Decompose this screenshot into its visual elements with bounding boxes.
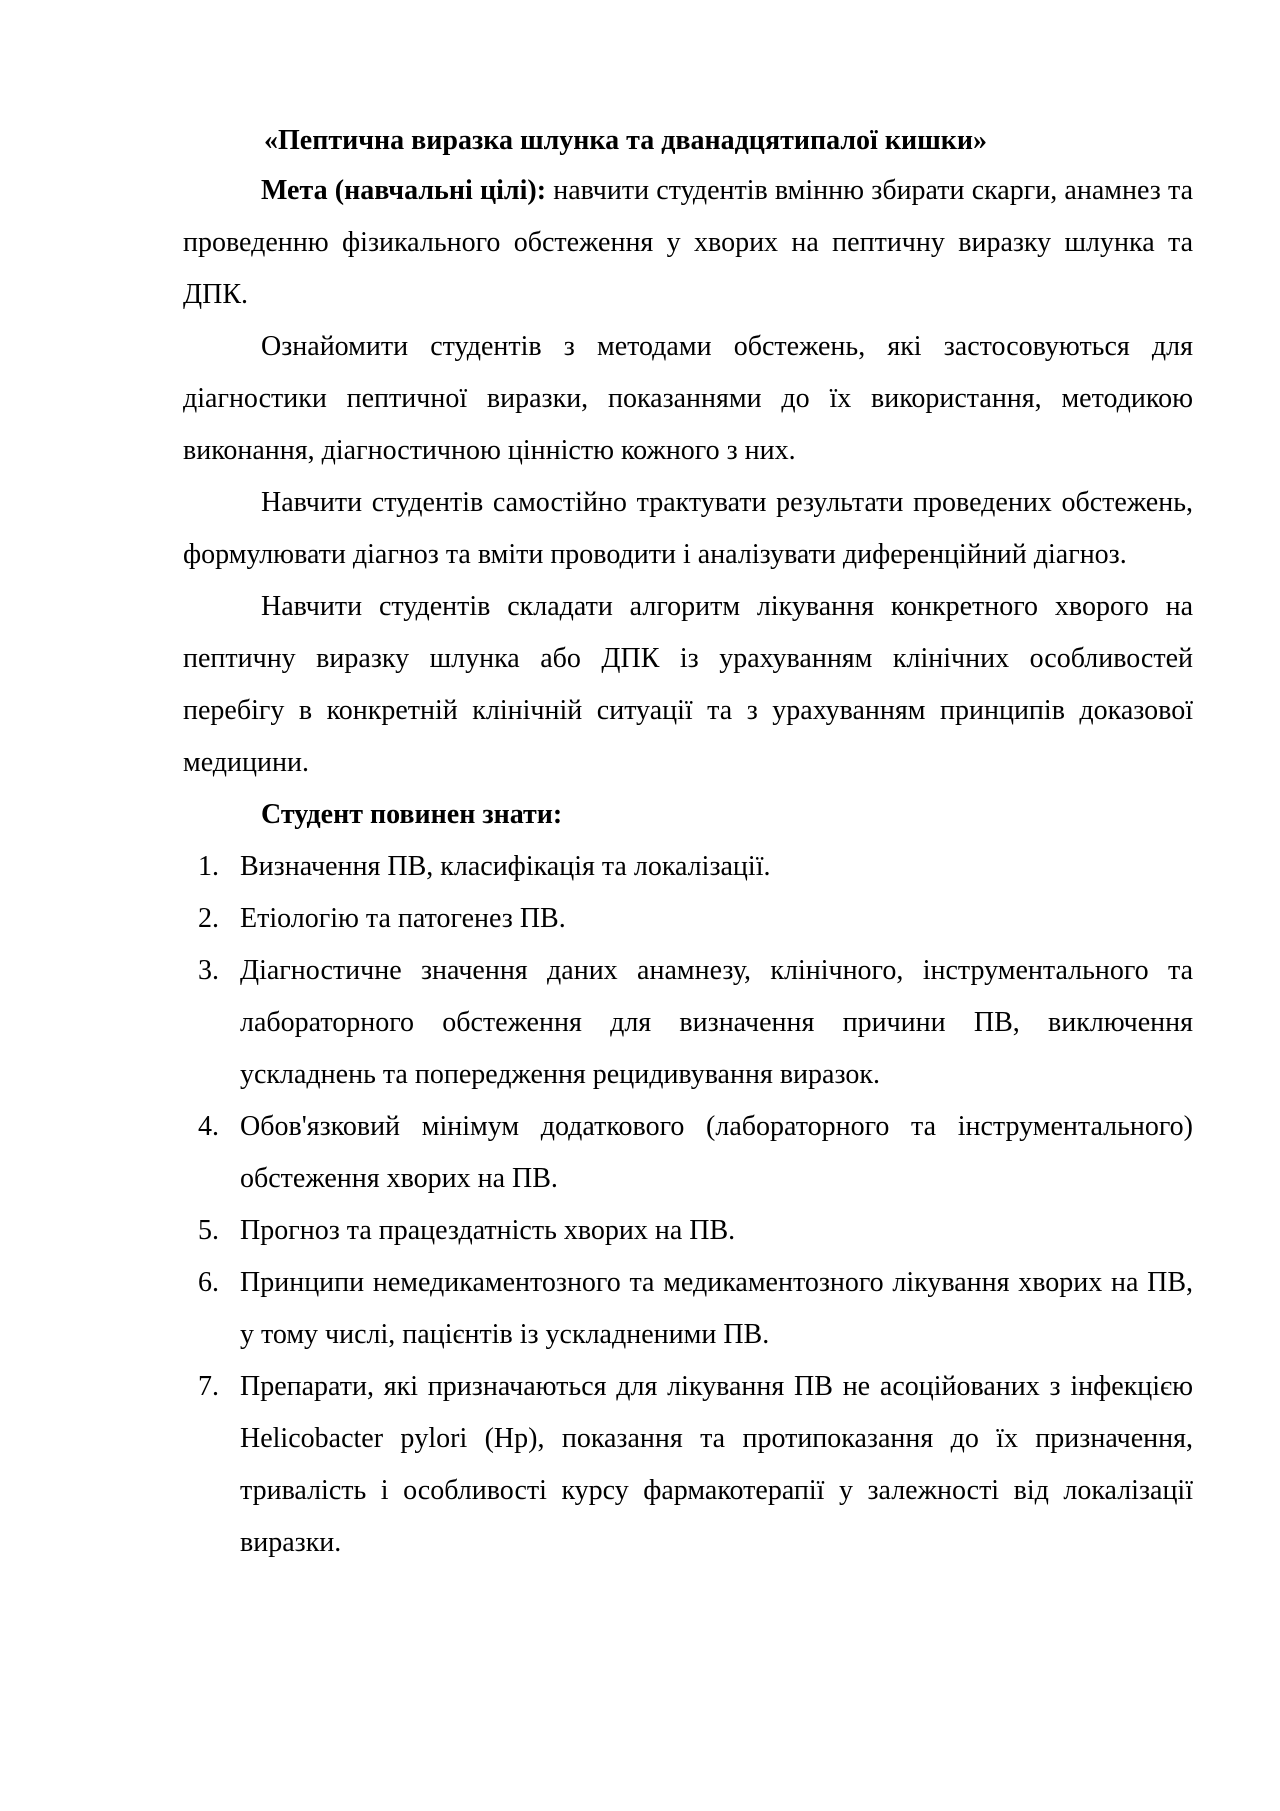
list-item-number: 7.	[198, 1371, 219, 1402]
must-know-list	[183, 841, 1193, 1569]
must-know-heading: Студент повинен знати:	[261, 799, 563, 830]
goal-text: навчити студентів вмінню збирати скарги, анамнез та проведенню фізикального обстеження у хворих на пептичну виразку шлунка та ДПК.	[183, 175, 1193, 310]
list-item	[183, 1361, 1193, 1569]
list-item	[183, 841, 1193, 893]
list-item	[183, 1257, 1193, 1361]
list-item-number: 5.	[198, 1215, 219, 1246]
paragraph-treatment: Навчити студентів складати алгоритм лікування конкретного хворого на пептичну виразку шлунка або ДПК із урахуванням клінічних особливостей перебігу в конкретній клінічній ситуації та з урахуванням принципів доказової медицини.	[183, 591, 1193, 778]
list-item-text: Обов'язковий мінімум додаткового (лабораторного та інструментального) обстеження хворих на ПВ.	[240, 1111, 1193, 1194]
list-item-text: Діагностичне значення даних анамнезу, клінічного, інструментального та лабораторного обстеження для визначення причини ПВ, виключення ускладнень та попередження рецидивування виразок.	[240, 955, 1193, 1090]
list-item-number: 4.	[198, 1111, 219, 1142]
list-item	[183, 1205, 1193, 1257]
goal-paragraph	[183, 165, 1193, 321]
list-item-text: Прогноз та працездатність хворих на ПВ.	[240, 1215, 736, 1246]
list-item-number: 3.	[198, 955, 219, 986]
list-item	[183, 893, 1193, 945]
list-item	[183, 945, 1193, 1101]
document-body	[183, 117, 1193, 1569]
paragraph-interpretation: Навчити студентів самостійно трактувати результати проведених обстежень, формулювати діагноз та вміти проводити і аналізувати диференційний діагноз.	[183, 487, 1193, 570]
list-item-text: Етіологію та патогенез ПВ.	[240, 903, 566, 934]
list-item-text: Визначення ПВ, класифікація та локалізації.	[240, 851, 771, 882]
document-title: «Пептична виразка шлунка та дванадцятипалої кишки»	[264, 125, 988, 156]
goal-label: Мета (навчальні цілі):	[261, 175, 547, 206]
list-item-number: 2.	[198, 903, 219, 934]
paragraph-methods: Ознайомити студентів з методами обстежень, які застосовуються для діагностики пептичної виразки, показаннями до їх використання, методикою виконання, діагностичною цінністю кожного з них.	[183, 331, 1193, 466]
list-item	[183, 1101, 1193, 1205]
list-item-number: 6.	[198, 1267, 219, 1298]
list-item-text: Препарати, які призначаються для лікування ПВ не асоційованих з інфекцією Helicobacter pylori (Hp), показання та протипоказання до їх призначення, тривалість і особливості курсу фармакотерапії у залежності від локалізації виразки.	[240, 1371, 1193, 1558]
list-item-text: Принципи немедикаментозного та медикаментозного лікування хворих на ПВ, у тому числі, пацієнтів із ускладненими ПВ.	[240, 1267, 1193, 1350]
list-item-number: 1.	[198, 851, 219, 882]
